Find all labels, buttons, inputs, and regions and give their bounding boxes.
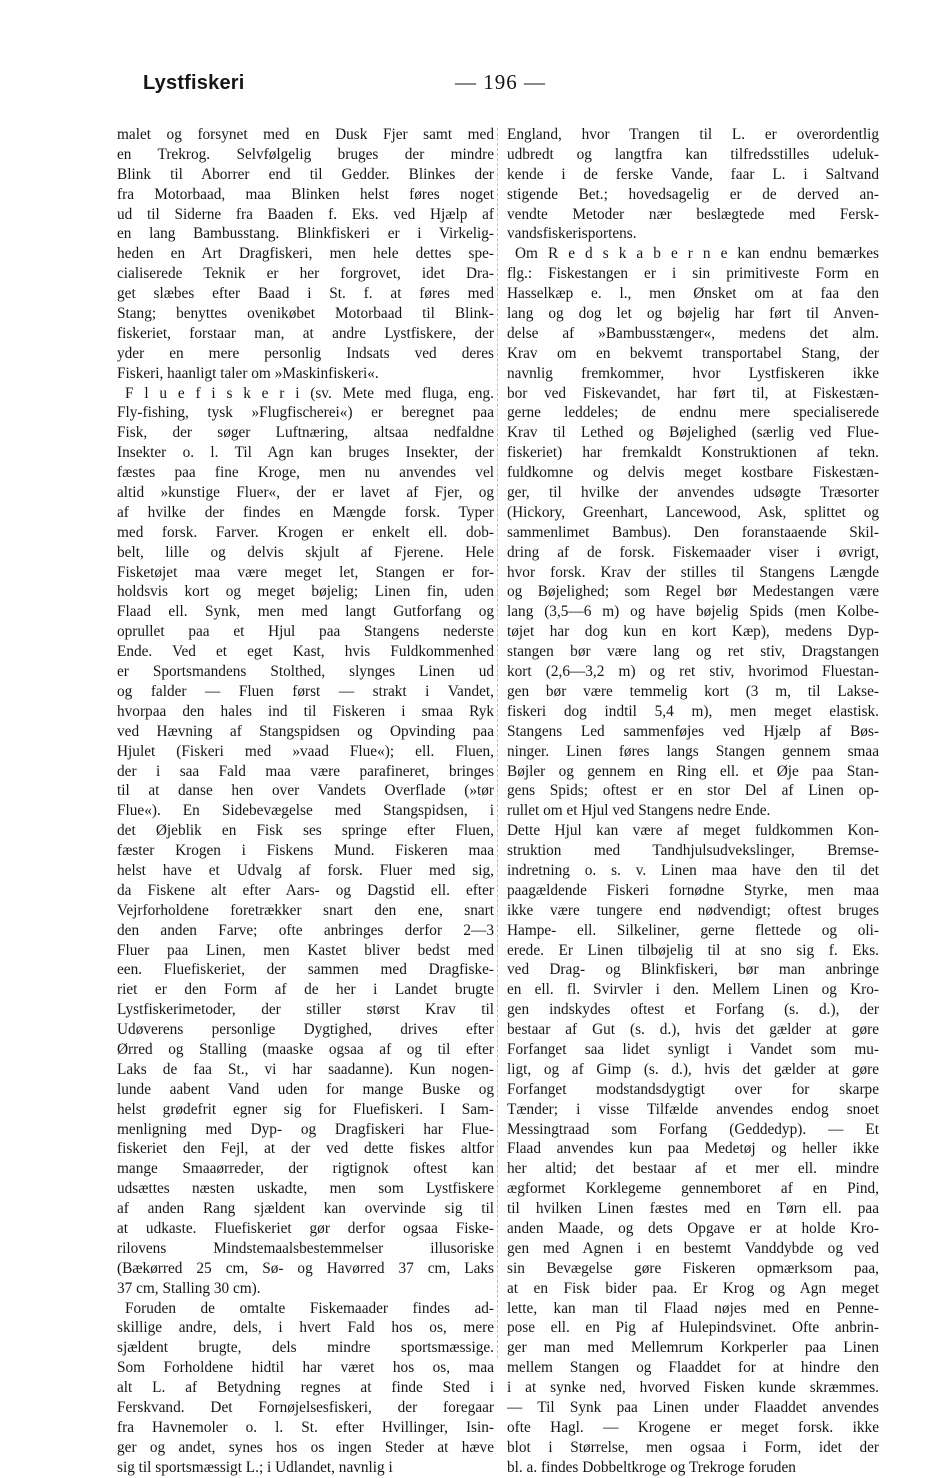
left-column-line: Fisk, der søger Luftnæring, altsaa nedfaldne (117, 424, 494, 442)
left-column-line: mange Smaaørreder, der rigtignok oftest kan (117, 1160, 494, 1178)
left-column-line: fiskeriet, forstaar man, at andre Lystfiskere, der (117, 324, 494, 342)
right-column-line: mellem Stangen og Flaaddet for at hindre den (507, 1359, 879, 1377)
left-column-line: sjældent brugte, dels mindre sportsmæssige. (117, 1339, 494, 1357)
right-column-line: flg.: Fiskestangen er i sin primitiveste Form en (507, 265, 879, 283)
right-column-line: Om R e d s k a b e r n e kan endnu bemærkes (515, 245, 879, 263)
page-header (0, 64, 928, 104)
left-column-line: ved Hævning af Stangspidsen og Opvinding paa (117, 722, 494, 740)
right-column-line: ger man med Mellemrum Korkperler paa Linen (507, 1339, 879, 1357)
right-column-line: Forfanget saa lidet synligt i Vandet som mu- (507, 1040, 879, 1058)
right-column-line: erede. Er Linen tilbøjelig til at sno sig f. Eks. (507, 941, 879, 959)
right-column-line: ved Drag- og Blinkfiskeri, bør man anbringe (507, 961, 879, 979)
right-column-line: struktion med Tandhjulsudvekslinger, Bremse- (507, 842, 879, 860)
left-column-line: rilovens Mindstemaalsbestemmelser illusoriske (117, 1239, 494, 1257)
right-column-line: Krav til Lethed og Bøjelighed (særlig ved Flue- (507, 424, 879, 442)
left-column-line: ger og andet, synes hos os ingen Steder at hæve (117, 1438, 494, 1456)
right-column-line: vandsfiskerisportens. (507, 225, 637, 243)
right-column-line: paagældende Fiskeri fornødne Styrke, men maa (507, 881, 879, 899)
right-column-line: indretning o. s. v. Linen maa have den til det (507, 861, 879, 879)
left-column-line: helst have et Udvalg af forsk. Fluer med sig, (117, 861, 494, 879)
left-column-line: (Bækørred 25 cm, Sø- og Havørred 37 cm, Laks (117, 1259, 494, 1277)
right-column-line: England, hvor Trangen til L. er overordentlig (507, 126, 879, 143)
left-column-line: er Sportsmandens Stolthed, slynges Linen ud (117, 663, 494, 681)
left-column-line: altid »kunstige Fluer«, der er lavet af Fjer, og (117, 484, 494, 502)
left-column-line: fæster Krogen i Fiskens Mund. Fiskeren maa (117, 842, 494, 860)
right-column-line: Hampe- ell. Silkeliner, gerne flettede og oli- (507, 921, 879, 939)
left-column-line: malet og forsynet med en Dusk Fjer samt med (117, 126, 494, 143)
left-column-line: fiskeriet den Fejl, at der ved dette fiskes altfor (117, 1140, 494, 1158)
left-column-line: heden en Art Dragfiskeri, men hele dettes spe- (117, 245, 494, 263)
left-column-line: skillige andre, dels, i hvert Fald hos os, mere (117, 1319, 494, 1337)
right-column-line: Forfanget modstandsdygtigt over for skarpe (507, 1080, 879, 1098)
left-column-line: af anden Rang sjældent kan overvinde sig til (117, 1200, 494, 1218)
right-column-line: pose ell. en Pig af Hulepindsvinet. Ofte anbrin- (507, 1319, 879, 1337)
right-column-line: ofte Hagl. — Krogene er meget forsk. ikke (507, 1418, 879, 1436)
left-column-line: F l u e f i s k e r i (sv. Mete med fluga, eng. (125, 384, 494, 402)
left-column-line: Som Forholdene hidtil har været hos os, maa (117, 1359, 494, 1377)
right-column-line: Krav om en bekvemt transportabel Stang, der (507, 344, 879, 362)
left-column-line: Blink til Aborrer end til Gedder. Blinkes der (117, 165, 494, 183)
left-column-line: Laks de faa St., vi har saadanne). Kun nogen- (117, 1060, 494, 1078)
right-column-line: Bøjler og gennem en Ring ell. et Øje paa Stan- (507, 762, 879, 780)
right-column-line: stangen bør være lang og ret stiv, Dragstangen (507, 643, 879, 661)
left-column-line: sig til sportsmæssigt L.; i Udlandet, navnlig i (117, 1458, 393, 1476)
right-column-line: at en Fisk bider paa. Er Krog og Agn meget (507, 1279, 879, 1297)
left-column-line: Foruden de omtalte Fiskemaader findes ad- (125, 1299, 494, 1317)
right-column-line: gen indskydes oftest et Forfang (s. d.), der (507, 1001, 879, 1019)
left-column-line: get slæbes efter Baad i St. f. at føres med (117, 285, 494, 303)
left-column-line: Hjulet (Fiskeri med »vaad Flue«); ell. Fluen, (117, 742, 494, 760)
left-column-line: der i saa Fald maa være parafineret, bringes (117, 762, 494, 780)
left-column-line: lunde aabent Vand uden for mange Buske og (117, 1080, 494, 1098)
left-column-line: cialiserede Teknik er her forgrovet, idet Dra- (117, 265, 494, 283)
right-column-line: sin Bevægelse gøre Fiskeren opmærksom paa, (507, 1259, 879, 1277)
left-column-line: 37 cm, Stalling 30 cm). (117, 1279, 261, 1297)
left-column-line: belt, lille og delvis skjult af Fjerene. Hele (117, 543, 494, 561)
left-column-line: hvorpaa den hales ind til Fiskeren i smaa Ryk (117, 702, 494, 720)
right-column-line: Hasselkæp e. l., men Ønsket om at faa den (507, 285, 879, 303)
right-column-line: Messingtraad som Forfang (Geddedyp). — Et (507, 1120, 879, 1138)
right-column-line: ligt, og af Gimp (s. d.), hvis det gælder at gøre (507, 1060, 879, 1078)
right-column-line: anden Maade, og dets Opgave er at holde Kro- (507, 1219, 879, 1237)
left-column-line: Lystfiskerimetoder, der stiller størst Krav til (117, 1001, 494, 1019)
left-column-line: Flue«). En Sidebevægelse med Stangspidsen, i (117, 802, 494, 820)
left-column-line: riet er den Form af de her i Landet brugte (117, 981, 494, 999)
right-column-line: fiskeriet) har fremkaldt Konstruktionen af tekn. (507, 444, 879, 462)
right-column-line: lette, kan man til Flaad nøjes med en Penne- (507, 1299, 879, 1317)
right-column-line: her altid; det bestaar af et mer ell. mindre (507, 1160, 879, 1178)
left-column-line: Fluer paa Linen, men Kastet bliver bedst med (117, 941, 494, 959)
right-column-line: dring af de forsk. Fiskemaader viser i øvrigt, (507, 543, 879, 561)
right-column-line: til hvilken Linen fæstes med en Tørn ell. paa (507, 1200, 879, 1218)
left-column-line: yder en mere personlig Indsats ved deres (117, 344, 494, 362)
right-column-line: gerne leddeles; de endnu mere specialiserede (507, 404, 879, 422)
left-column-line: en lang Bambusstang. Blinkfiskeri er i Virkelig- (117, 225, 494, 243)
left-column-line: med forsk. Farver. Krogen er enkelt ell. dob- (117, 523, 494, 541)
section-title: Lystfiskeri (143, 72, 245, 94)
right-column-line: blot i Størrelse, men ogsaa i Form, idet der (507, 1438, 879, 1456)
left-column-line: det Øjeblik en Fisk ses springe efter Fluen, (117, 822, 494, 840)
right-column-line: Flaad anvendes kun paa Medetøj og heller ikke (507, 1140, 879, 1158)
left-column-line: alt L. af Betydning regnes at finde Sted i (117, 1379, 494, 1397)
right-column-line: ikke være tungere end nødvendigt; oftest bruges (507, 901, 879, 919)
right-column-line: kort (2,6—3,2 m) og ret stiv, hvorimod Fluestan- (507, 663, 879, 681)
left-column-line: Fiskeri, haanligt taler om »Maskinfiskeri«. (117, 364, 379, 382)
left-column-line: Fisketøjet maa være meget let, Stangen er for- (117, 563, 494, 581)
right-column-line: stigende Bet.; hovedsagelig er de derved an- (507, 185, 879, 203)
left-column-line: holdsvis kort og meget bøjelig; Linen fin, uden (117, 583, 494, 601)
right-column-line: udbredt og langtfra kan tilfredsstilles udeluk- (507, 145, 879, 163)
right-column-line: gen med Agnen i en bestemt Vanddybde og ved (507, 1239, 879, 1257)
left-column-line: fra Motorbaad, maa Blinken helst føres noget (117, 185, 494, 203)
left-column-line: af hvilke der findes en Mængde forsk. Typer (117, 503, 494, 521)
right-column-line: lang (3,5—6 m) og have bøjelig Spids (men Kolbe- (507, 603, 879, 621)
right-column-line: i at synke ned, hvorved Fisken kunde skræmmes. (507, 1379, 879, 1397)
left-column-line: Ferskvand. Det Fornøjelsesfiskeri, der foregaar (117, 1399, 494, 1416)
left-column-line: ud til Siderne fra Baaden f. Eks. ved Hjælp af (117, 205, 494, 223)
right-column-line: lang og dog let og bøjelig har ført til Anven- (507, 305, 879, 323)
left-column-line: fra Havnemoler o. l. St. efter Hvillinger, Isin- (117, 1418, 494, 1436)
left-column-line: og falder — Fluen først — strakt i Vandet, (117, 682, 494, 700)
right-column-line: rullet om et Hjul ved Stangens nedre Ende. (507, 802, 771, 820)
left-column-line: den anden Farve; ofte anbringes derfor 2—3 (117, 921, 494, 939)
right-column-line: og Bøjelighed; som Regel bør Medestangen være (507, 583, 879, 601)
right-column-line: Stangens Led sammenføjes ved Hjælp af Bøs- (507, 722, 879, 740)
left-column-line: Stang; benyttes ovenikøbet Motorbaad til Blink- (117, 305, 494, 323)
left-column-line: Flaad ell. Synk, men med langt Gutforfang og (117, 603, 494, 621)
left-column-line: fæstes paa fine Kroge, men nu anvendes vel (117, 464, 494, 482)
left-text-column (117, 125, 494, 1478)
right-column-line: (Hickory, Greenhart, Lancewood, Ask, splittet og (507, 503, 879, 521)
right-column-line: en ell. fl. Svirvler i den. Mellem Linen og Kro- (507, 981, 879, 999)
right-column-line: ægformet Korklegeme gennemboret af en Pind, (507, 1180, 879, 1198)
right-column-line: bor ved Fiskevandet, har ført til, at Fiskestæn- (507, 384, 879, 402)
right-column-line: Dette Hjul kan være af meget fuldkommen Kon- (507, 822, 879, 840)
right-text-column (507, 125, 879, 1478)
left-column-line: helst grødefrit egner sig for Fluefiskeri. I Sam- (117, 1100, 494, 1118)
left-column-line: Ende. Ved et eget Kast, hvis Fuldkommenhed (117, 643, 494, 661)
right-column-line: bl. a. findes Dobbeltkroge og Trekroge foruden (507, 1458, 796, 1476)
page-number: — 196 — (455, 70, 546, 94)
left-column-line: Insekter o. l. Til Agn kan bruges Insekter, der (117, 444, 494, 462)
right-column-line: fiskeri dog indtil 5,4 m), men meget elastisk. (507, 702, 879, 720)
right-column-line: tøjet har dog kun en kort Kæp), medens Dyp- (507, 623, 879, 641)
left-column-line: Udøverens personlige Dygtighed, drives efter (117, 1021, 494, 1039)
right-column-line: Tænder; i visse Tilfælde anvendes endog snoet (507, 1100, 879, 1118)
right-column-line: hvor forsk. Krav der stilles til Stangens Længde (507, 563, 879, 581)
right-column-line: delse af »Bambusstænger«, medens det alm. (507, 324, 879, 342)
column-divider (497, 128, 498, 1358)
left-column-line: menligning med Dyp- og Dragfiskeri har Flue- (117, 1120, 494, 1138)
right-column-line: gens Spids; oftest er en stor Del af Linen op- (507, 782, 879, 800)
left-column-line: da Fiskene alt efter Aars- og Dagstid ell. efter (117, 881, 494, 899)
left-column-line: en Trekrog. Selvfølgelig bruges der mindre (117, 145, 494, 163)
right-column-line: vendte Metoder nær beslægtede med Fersk- (507, 205, 879, 223)
right-column-line: navnlig fremkommer, hvor Lystfiskeren ikke (507, 364, 879, 382)
left-column-line: Vejrforholdene foretrækker snart den ene, snart (117, 901, 494, 919)
left-column-line: een. Fluefiskeriet, der sammen med Dragfiske- (117, 961, 494, 979)
right-column-line: kende i de ferske Vande, faar L. i Saltvand (507, 165, 879, 183)
right-column-line: ninger. Linen føres langs Stangen gennem smaa (507, 742, 879, 760)
right-column-line: fuldkomne og delvis meget kostbare Fiskestæn- (507, 464, 879, 482)
right-column-line: ger, til hvilke der anvendes udsøgte Træsorter (507, 484, 879, 502)
left-column-line: oprullet paa et Hjul paa Stangens nederste (117, 623, 494, 641)
left-column-line: udsættes næsten uskadte, men som Lystfiskere (117, 1180, 494, 1198)
left-column-line: Ørred og Stalling (maaske ogsaa af og til efter (117, 1040, 494, 1058)
right-column-line: sammenlimet Bambus). Den foranstaaende Skil- (507, 523, 879, 541)
left-column-line: Fly-fishing, tysk »Flugfischerei«) er beregnet paa (117, 404, 494, 422)
right-column-line: — Til Synk paa Linen under Flaaddet anvendes (507, 1399, 879, 1416)
right-column-line: bestaar af Gut (s. d.), hvis det gælder at gøre (507, 1021, 879, 1039)
left-column-line: at udkaste. Fluefiskeriet gør derfor ogsaa Fiske- (117, 1219, 494, 1237)
right-column-line: gen bør være temmelig kort (3 m, til Lakse- (507, 682, 879, 700)
left-column-line: til at danse hen over Vandets Overflade (»tør (117, 782, 494, 800)
